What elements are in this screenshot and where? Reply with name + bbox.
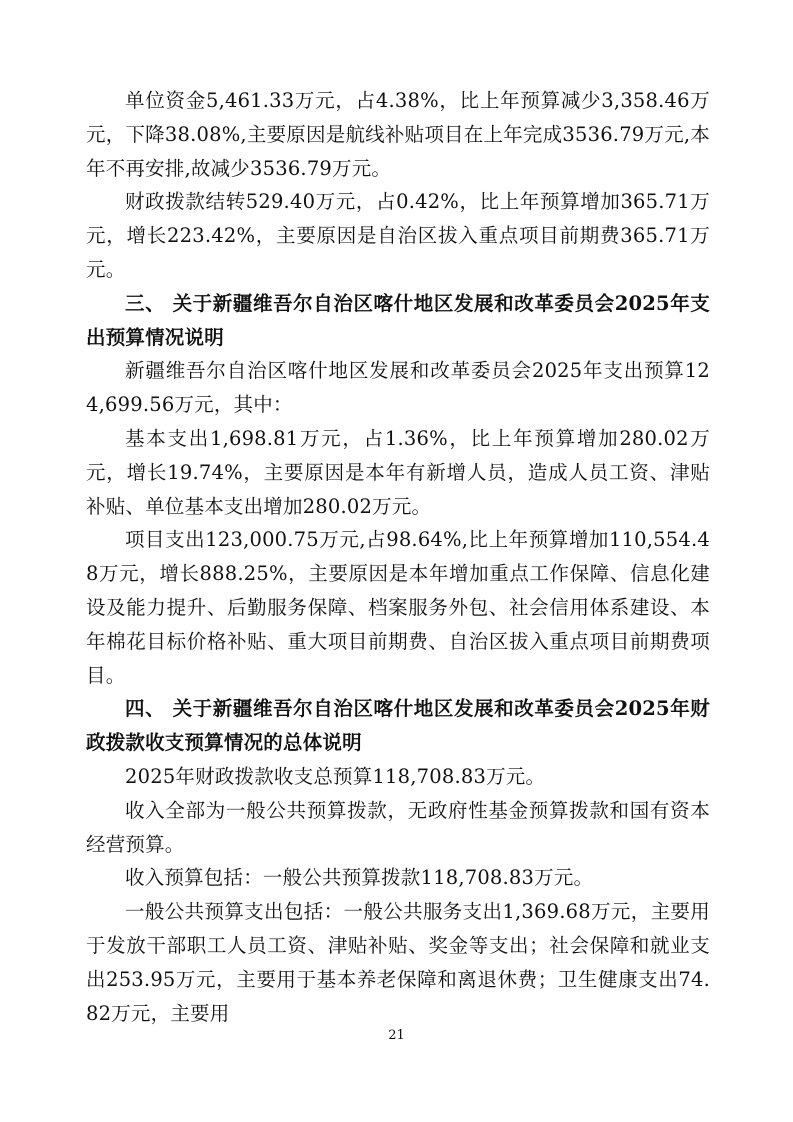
- section-heading-4: 四、 关于新疆维吾尔自治区喀什地区发展和改革委员会2025年财政拨款收支预算情况的总体说明: [86, 697, 710, 755]
- document-body: [86, 84, 710, 1030]
- page-number: 21: [388, 1028, 405, 1043]
- paragraph-fiscal-total: 2025年财政拨款收支总预算118,708.83万元。: [125, 764, 546, 788]
- paragraph-unit-funds: 单位资金5,461.33万元，占4.38%，比上年预算减少3,358.46万元，下降38.08%,主要原因是航线补贴项目在上年完成3536.79万元,本年不再安排,故减少3536.79万元。: [86, 89, 710, 180]
- section-heading-3: 三、 关于新疆维吾尔自治区喀什地区发展和改革委员会2025年支出预算情况说明: [86, 291, 710, 349]
- paragraph-public-expenditure: 一般公共预算支出包括：一般公共服务支出1,369.68万元，主要用于发放干部职工人员工资、津贴补贴、奖金等支出；社会保障和就业支出253.95万元，主要用于基本养老保障和离退休费；卫生健康支出74.82万元，主要用: [86, 900, 710, 1025]
- paragraph-expenditure-total: 新疆维吾尔自治区喀什地区发展和改革委员会2025年支出预算124,699.56万元，其中：: [86, 359, 710, 417]
- paragraph-basic-expenditure: 基本支出1,698.81万元，占1.36%，比上年预算增加280.02万元，增长19.74%，主要原因是本年有新增人员，造成人员工资、津贴补贴、单位基本支出增加280.02万元。: [86, 426, 710, 518]
- paragraph-income-budget: 收入预算包括：一般公共预算拨款118,708.83万元。: [125, 866, 594, 890]
- paragraph-project-expenditure: 项目支出123,000.75万元,占98.64%,比上年预算增加110,554.48万元，增长888.25%，主要原因是本年增加重点工作保障、信息化建设及能力提升、后勤服务保障、档案服务外包、社会信用体系建设、本年棉花目标价格补贴、重大项目前期费、自治区拔入重点项目前期费项目。: [86, 528, 710, 687]
- paragraph-income-source: 收入全部为一般公共预算拨款，无政府性基金预算拨款和国有资本经营预算。: [86, 798, 710, 856]
- paragraph-carryover: 财政拨款结转529.40万元，占0.42%，比上年预算增加365.71万元，增长223.42%，主要原因是自治区拔入重点项目前期费365.71万元。: [86, 190, 710, 281]
